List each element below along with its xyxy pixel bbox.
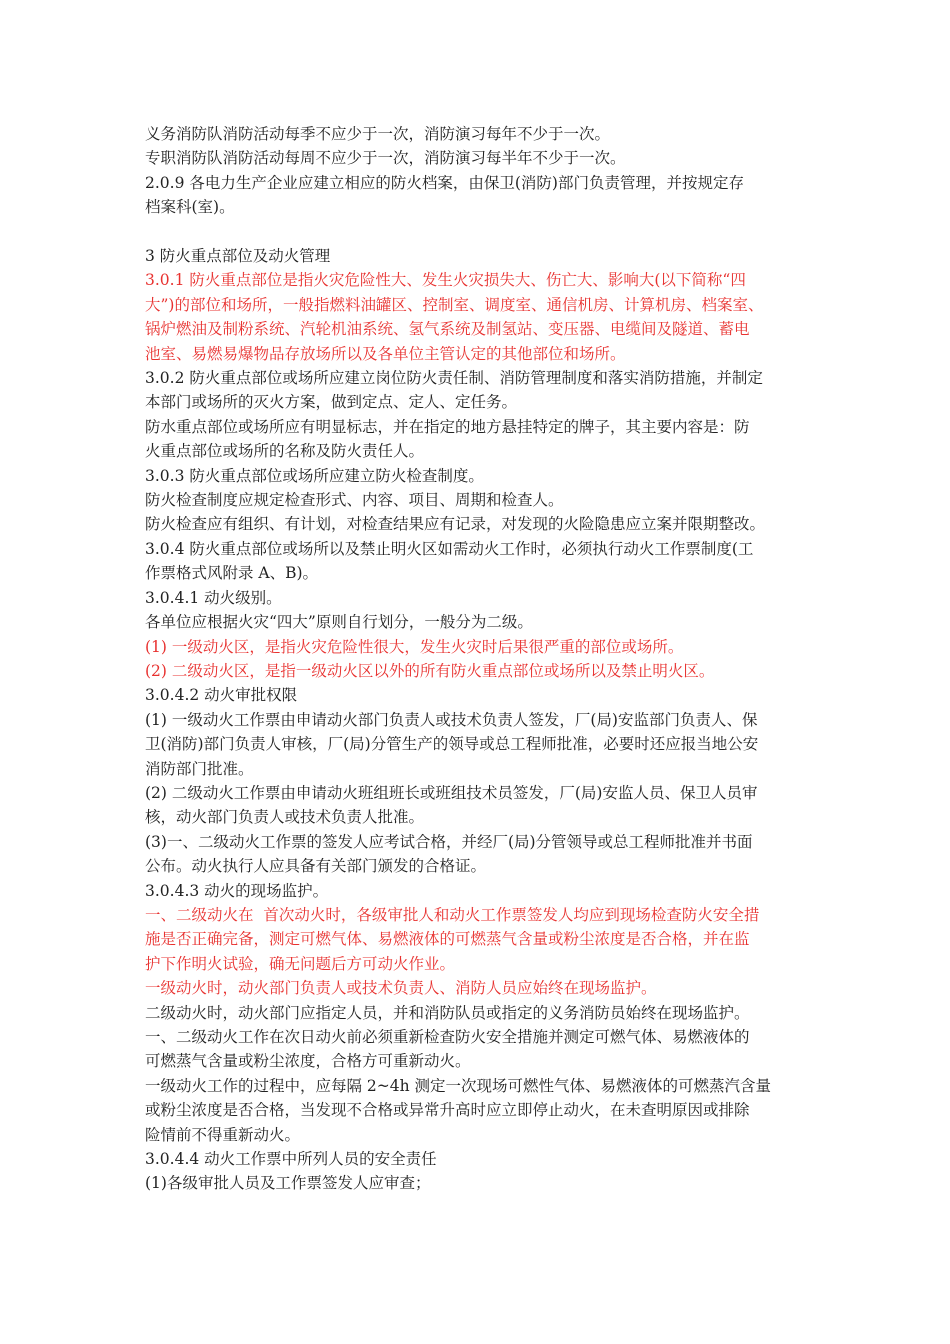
text-line: 防水重点部位或场所应有明显标志，并在指定的地方悬挂特定的牌子，其主要内容是：防 [145, 417, 750, 436]
text-line: 3.0.3 防火重点部位或场所应建立防火检查制度。 [145, 466, 484, 485]
paragraph [145, 1171, 815, 1195]
text-line: 施是否正确完备，测定可燃气体、易燃液体的可燃蒸气含量或粉尘浓度是否合格，并在监 [145, 930, 750, 949]
text-line: 3.0.4.2 动火审批权限 [145, 686, 298, 705]
paragraph [145, 146, 815, 170]
paragraph [145, 781, 815, 830]
text-line: 3 防火重点部位及动火管理 [145, 247, 331, 266]
text-line: (1) 一级动火工作票由申请动火部门负责人或技术负责人签发，厂(局)安监部门负责人、保 [145, 710, 758, 729]
text-line: 核，动火部门负责人或技术负责人批准。 [145, 808, 425, 827]
text-line: 一级动火时，动火部门负责人或技术负责人、消防人员应始终在现场监护。 [145, 979, 657, 998]
paragraph [145, 1025, 815, 1074]
text-line: 3.0.4.4 动火工作票中所列人员的安全责任 [145, 1150, 437, 1169]
paragraph [145, 903, 815, 976]
text-line: (3)一、二级动火工作票的签发人应考试合格，并经厂(局)分管领导或总工程师批准并书面 [145, 832, 753, 851]
paragraph [145, 366, 815, 415]
text-line: 作票格式风附录 A、B)。 [145, 564, 319, 583]
text-line: 防火检查应有组织、有计划，对检查结果应有记录，对发现的火险隐患应立案并限期整改。 [145, 515, 766, 534]
text-line: 2.0.9 各电力生产企业应建立相应的防火档案，由保卫(消防)部门负责管理，并按规定存 [145, 173, 744, 192]
paragraph [145, 1074, 815, 1147]
text-line: 3.0.2 防火重点部位或场所应建立岗位防火责任制、消防管理制度和落实消防措施，并制定 [145, 369, 763, 388]
paragraph [145, 268, 815, 366]
paragraph [145, 708, 815, 781]
text-line: 档案科(室)。 [145, 198, 235, 217]
paragraph [145, 244, 815, 268]
paragraph [145, 415, 815, 464]
paragraph [145, 1001, 815, 1025]
paragraph [145, 464, 815, 488]
text-line: 险情前不得重新动火。 [145, 1125, 301, 1144]
paragraph [145, 488, 815, 512]
text-line: 二级动火时，动火部门应指定人员，并和消防队员或指定的义务消防员始终在现场监护。 [145, 1003, 750, 1022]
paragraph [145, 659, 815, 683]
paragraph [145, 1147, 815, 1171]
paragraph [145, 635, 815, 659]
paragraph [145, 683, 815, 707]
paragraph [145, 537, 815, 586]
text-line: 各单位应根据火灾“四大”原则自行划分，一般分为二级。 [145, 613, 533, 632]
text-line: 护下作明火试验，确无问题后方可动火作业。 [145, 954, 456, 973]
text-line: 3.0.4.3 动火的现场监护。 [145, 881, 329, 900]
text-line: 或粉尘浓度是否合格，当发现不合格或异常升高时应立即停止动火，在未查明原因或排除 [145, 1101, 750, 1120]
text-line: 义务消防队消防活动每季不应少于一次，消防演习每年不少于一次。 [145, 125, 611, 143]
text-line: 3.0.1 防火重点部位是指火灾危险性大、发生火灾损失大、伤亡大、影响大(以下简称“四 [145, 271, 746, 290]
text-line: 专职消防队消防活动每周不应少于一次，消防演习每半年不少于一次。 [145, 149, 626, 168]
text-line: 一、二级动火工作在次日动火前必须重新检查防火安全措施并测定可燃气体、易燃液体的 [145, 1028, 750, 1047]
paragraph [145, 830, 815, 879]
text-line: 一级动火工作的过程中，应每隔 2~4h 测定一次现场可燃性气体、易燃液体的可燃蒸汽含量 [145, 1076, 772, 1095]
paragraph [145, 586, 815, 610]
text-line: 可燃蒸气含量或粉尘浓度，合格方可重新动火。 [145, 1052, 471, 1071]
text-line: 大”)的部位和场所，一般指燃料油罐区、控制室、调度室、通信机房、计算机房、档案室、 [145, 295, 764, 314]
paragraph [145, 879, 815, 903]
text-line: 公布。动火执行人应具备有关部门颁发的合格证。 [145, 857, 487, 876]
paragraph [145, 171, 815, 220]
text-line: 3.0.4.1 动火级别。 [145, 588, 282, 607]
paragraph [145, 122, 815, 146]
text-line: (1)各级审批人员及工作票签发人应审查； [145, 1174, 431, 1193]
paragraph [145, 976, 815, 1000]
text-line: 3.0.4 防火重点部位或场所以及禁止明火区如需动火工作时，必须执行动火工作票制度(工 [145, 539, 754, 558]
text-line: 一、二级动火在 首次动火时，各级审批人和动火工作票签发人均应到现场检查防火安全措 [145, 905, 760, 924]
text-line: (1) 一级动火区，是指火灾危险性很大，发生火灾时后果很严重的部位或场所。 [145, 637, 684, 656]
text-line: 防火检查制度应规定检查形式、内容、项目、周期和检查人。 [145, 491, 564, 510]
text-line [145, 220, 815, 244]
text-line: 消防部门批准。 [145, 759, 254, 778]
paragraph [145, 512, 815, 536]
paragraph [145, 220, 815, 244]
text-line: 本部门或场所的灭火方案，做到定点、定人、定任务。 [145, 393, 518, 412]
paragraph [145, 610, 815, 634]
text-line: 锅炉燃油及制粉系统、汽轮机油系统、氢气系统及制氢站、变压器、电缆间及隧道、蓄电 [145, 320, 750, 339]
text-line: 池室、易燃易爆物品存放场所以及各单位主管认定的其他部位和场所。 [145, 344, 626, 363]
document-page [145, 122, 815, 1196]
text-line: (2) 二级动火区，是指一级动火区以外的所有防火重点部位或场所以及禁止明火区。 [145, 661, 715, 680]
text-line: 卫(消防)部门负责人审核，厂(局)分管生产的领导或总工程师批准，必要时还应报当地公安 [145, 735, 759, 754]
text-line: (2) 二级动火工作票由申请动火班组班长或班组技术员签发，厂(局)安监人员、保卫人员审 [145, 783, 758, 802]
text-line: 火重点部位或场所的名称及防火责任人。 [145, 442, 425, 461]
